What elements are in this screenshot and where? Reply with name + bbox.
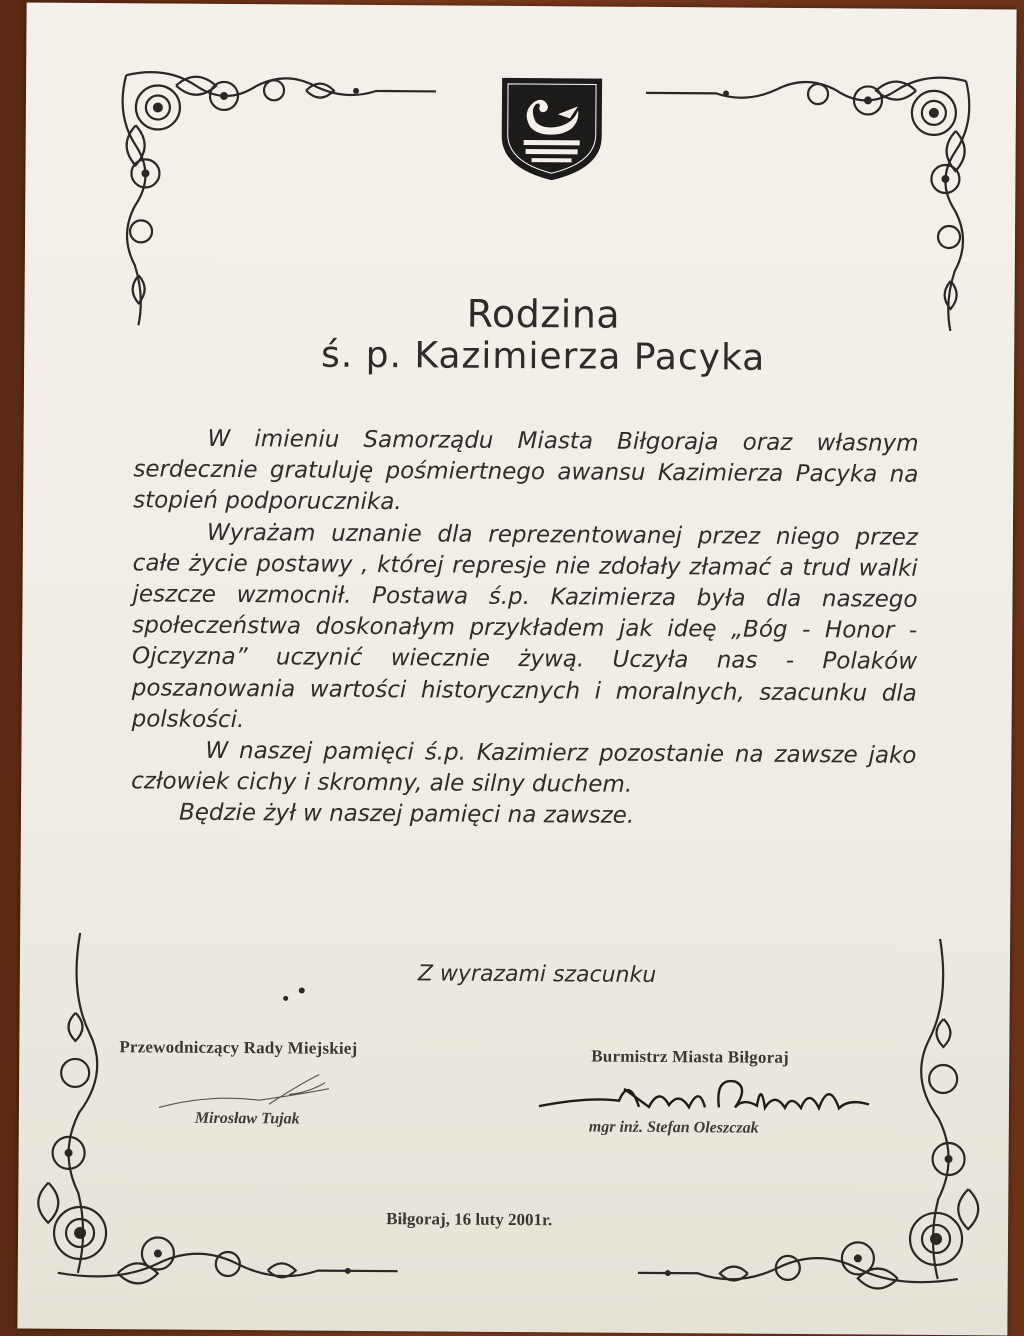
- document-sheet: [17, 3, 1016, 1336]
- ink-dots: [280, 984, 320, 1004]
- recipient-title: Rodzina: [466, 291, 621, 337]
- letter-body: [131, 423, 919, 834]
- place-and-date: Biłgoraj, 16 luty 2001r.: [386, 1209, 553, 1230]
- paragraph: W naszej pamięci ś.p. Kazimierz pozostanie na zawsze jako człowiek cichy i skromny, ale silny duchem.: [131, 737, 917, 799]
- right-signatory-role: Burmistrz Miasta Biłgoraj: [591, 1046, 790, 1067]
- floral-corner-ornament-top-left-icon: [104, 55, 436, 327]
- swan-crest-icon: [499, 76, 604, 183]
- closing-phrase: Z wyrazami szacunku: [417, 961, 657, 988]
- paragraph: Będzie żył w naszej pamięci na zawsze.: [178, 800, 635, 830]
- recipient-name: ś. p. Kazimierza Pacyka: [320, 334, 766, 379]
- paragraph: Wyrażam uznanie dla reprezentowanej przez niego przez całe życie postawy , której represje nie zdołały złamać a trud walki jeszcze wzmocnił. Postawa ś.p. Kazimierza była dla naszego społeczeństwa doskonałym przykładem jak ideę „Bóg - Honor - Ojczyzna” uczynić wiecznie żywą. Uczyła nas - Polaków poszanowania wartości historycznych i moralnych, szacunku dla polskości.: [131, 519, 919, 733]
- left-signatory-name: Mirosław Tujak: [194, 1109, 300, 1128]
- left-signatory-role: Przewodniczący Rady Miejskiej: [119, 1037, 358, 1058]
- floral-corner-ornament-top-right-icon: [624, 59, 986, 332]
- paragraph: W imieniu Samorządu Miasta Biłgoraja oraz własnym serdecznie gratuluję pośmiertnego awansu Kazimierza Pacyka na stopień podporucznika.: [133, 425, 919, 516]
- right-signatory-name: mgr inż. Stefan Oleszczak: [588, 1118, 759, 1137]
